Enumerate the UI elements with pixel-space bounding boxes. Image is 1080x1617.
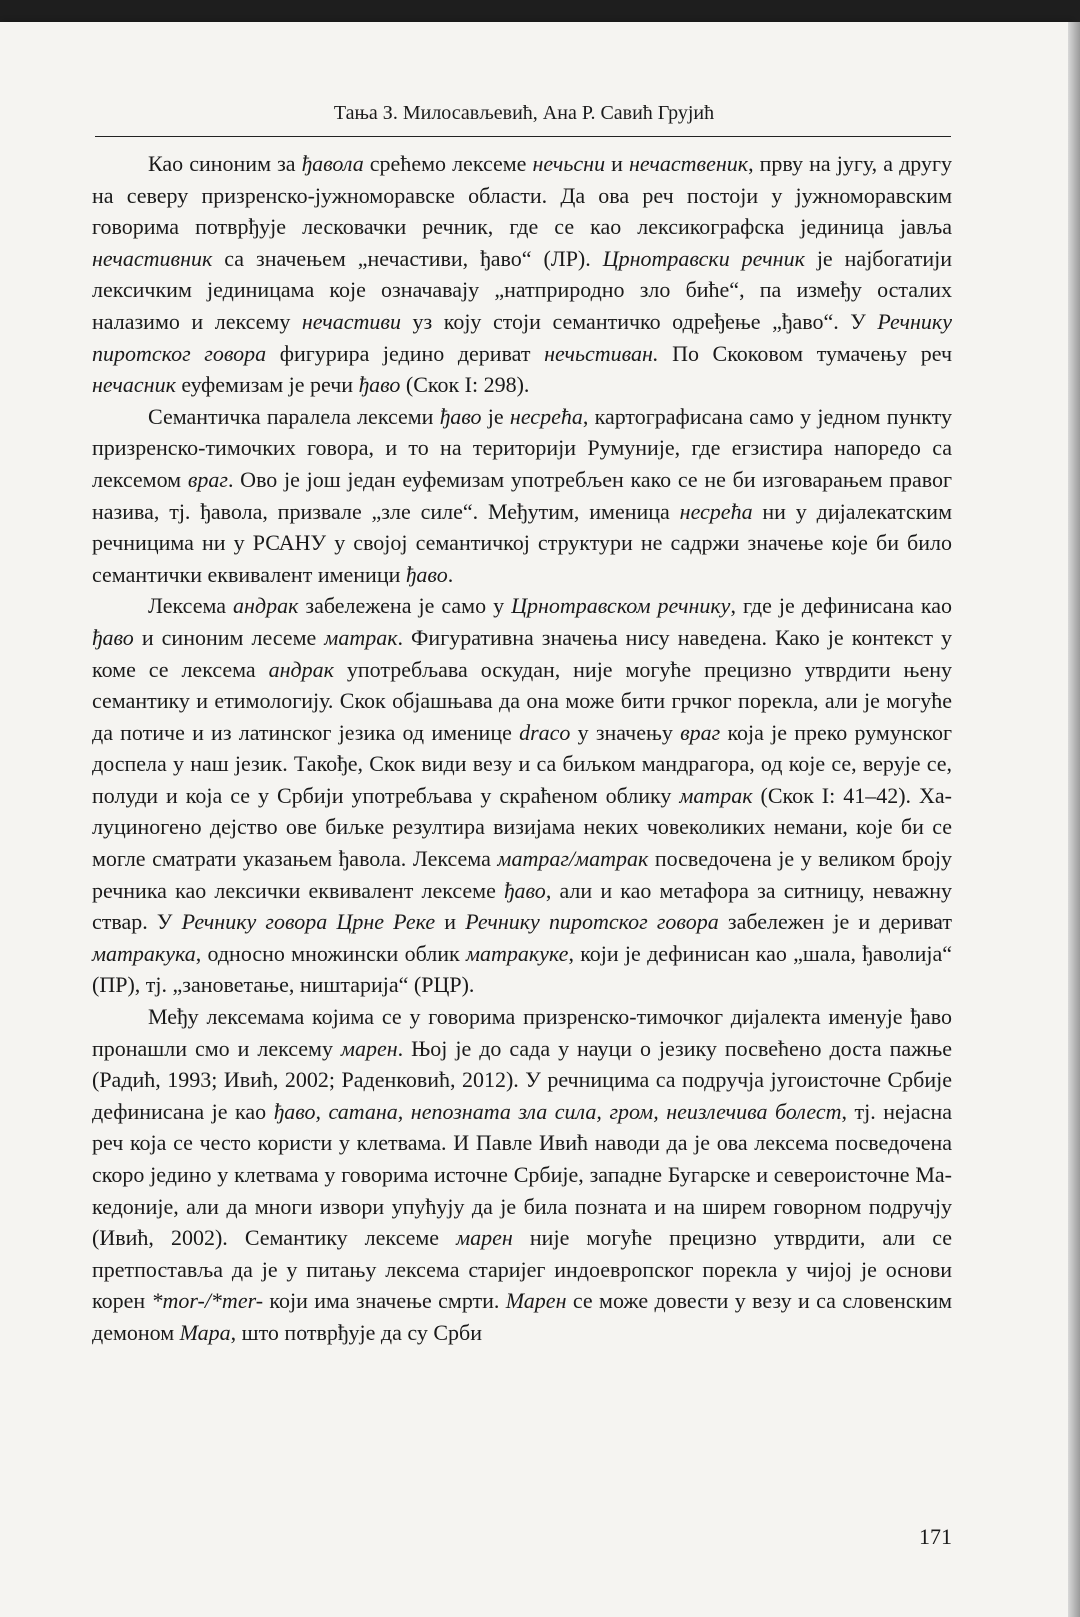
italic-term: несрећа — [509, 403, 583, 429]
text-run: и — [605, 151, 630, 176]
italic-term: Црнотравском речнику — [511, 593, 731, 619]
italic-term: враг — [187, 466, 228, 492]
italic-term: нечастиви — [301, 308, 401, 334]
text-run: са значењем „нечастиви, ђаво“ (ЛР). — [212, 245, 603, 271]
italic-term: нечьстиван. — [544, 340, 659, 366]
text-run: забележена је само у — [298, 593, 512, 619]
paragraph — [92, 401, 952, 591]
italic-term: нечасник — [92, 372, 176, 398]
text-run: , прву на југу, а другу на северу призренско-јужноморавске области. Да ова реч постоји у јужноморавским говорима потврђује лесковачки речник, где се као лексикографска јединица јавља — [92, 151, 952, 240]
text-run: уз коју стоји семантичко одређење „ђаво“. У — [400, 308, 878, 334]
text-run: , где је дефинисана као — [730, 593, 952, 619]
italic-term: марен — [340, 1035, 398, 1061]
scan-top-band — [0, 0, 1080, 22]
text-run: посведочена је у великом броју речника као лексички еквивалент лексеме — [92, 846, 952, 903]
text-run: , али и као метафора за ситницу, неважну ствар. У — [92, 877, 952, 935]
text-run: (Скок I: 298). — [400, 372, 530, 398]
text-run: и синоним лесеме — [133, 624, 325, 650]
italic-term: нечаственик — [629, 151, 749, 176]
italic-term: ђаво — [92, 624, 134, 650]
header-rule — [95, 136, 951, 137]
text-run: фигурира једино дериват — [266, 340, 545, 366]
page-edge — [1068, 22, 1080, 1617]
page-number: 171 — [919, 1524, 952, 1549]
text-run: употребљава оскудан, није могуће прецизно утврдити њену семантику и етимологију. Скок објашњава да она може бити грчког порекла, али је могуће да потиче и из латинског језика од именице — [92, 656, 952, 745]
italic-term: матракуке — [465, 940, 569, 966]
text-run: (Скок I: 41–42). Халуциногено дејство ове биљке резултира визијама неких човеколиких немани, које би се могле сматрати указањем ђавола. Лексема — [92, 782, 952, 872]
text-run: који има значење смрти. — [263, 1288, 506, 1314]
text-run: Као синоним за — [148, 151, 302, 176]
text-run: , односно множински облик — [195, 940, 466, 966]
italic-term: андрак — [268, 656, 334, 682]
text-run: Лексема — [148, 593, 234, 619]
text-run: . — [447, 561, 454, 587]
paragraph — [92, 590, 952, 1001]
running-header: Тања З. Милосављевић, Ана Р. Савић Грујић — [333, 102, 715, 124]
italic-term: матраг/матрак — [497, 846, 649, 872]
body-text — [92, 148, 952, 1349]
italic-term: ђаво — [405, 561, 448, 587]
italic-term: матрак — [679, 782, 753, 808]
text-run: . Фигуративна значења нису наведена. Како је контекст у коме се лексема — [92, 624, 952, 682]
italic-term: андрак — [233, 593, 299, 619]
text-run: . Њој је до сада у науци о језику посвећено доста пажње (Радић, 1993; Ивић, 2002; Раденковић, 2012). У речницима са подручја југоисточне Србије дефинисана је као — [92, 1035, 952, 1124]
paragraph — [92, 1001, 952, 1349]
text-run: ни у дијалекатским речницима ни у РСАНУ у својој семантичкој структури не садржи значење које би било семантички еквивалент именици — [92, 498, 952, 587]
text-run: није могуће прецизно утврдити, али се претпоставља да је у питању лексема старијег индоевропског порекла у чијој је основи корен — [92, 1225, 952, 1314]
italic-term: ђаво — [358, 372, 401, 398]
italic-term: draco — [519, 719, 571, 745]
text-run: Семантичка паралела лексеми — [148, 403, 440, 429]
italic-term: *mor-/*mer- — [151, 1288, 264, 1314]
italic-term: матрак — [324, 624, 398, 650]
text-run: еуфемизам је речи — [175, 372, 359, 398]
text-run: По Скоковом тумачењу реч — [658, 340, 953, 366]
italic-term: ђаво — [504, 877, 546, 903]
italic-term: ђавола — [301, 151, 364, 176]
text-run: забележен је и дериват — [718, 909, 952, 935]
text-run: и — [435, 909, 466, 935]
italic-term: Речнику пиротског говора — [92, 308, 952, 366]
italic-term: враг — [680, 719, 721, 745]
italic-term: несрећа — [679, 498, 753, 524]
italic-term: Мара — [179, 1319, 231, 1345]
text-run: се може довести у везу и са словенским демоном — [92, 1288, 953, 1345]
text-run: је најбогатији лексичким јединицама које означавају „натприродно зло биће“, па између осталих налазимо и лексему — [92, 245, 952, 334]
italic-term: нечастивник — [92, 245, 213, 271]
italic-term: марен — [456, 1225, 513, 1251]
italic-term: ђаво, сатана, непозната зла сила, гром, неизлечива болест — [273, 1098, 842, 1124]
text-run: Међу лексемама којима се у говорима призренско-тимочког дијалекта именује ђаво пронашли смо и лексему — [92, 1004, 952, 1061]
italic-term: ђаво — [439, 403, 482, 429]
paragraph — [92, 148, 952, 401]
text-run: , који је дефинисан као „шала, ђаволија“ (ПР), тј. „зановетање, ништарија“ (РЦР). — [92, 940, 952, 998]
text-run: , картографисана само у једном пункту призренско-тимочких говора, и то на територији Румуније, где егзистира напоредо са лексемом — [92, 403, 952, 492]
text-run: , што потврђује да су Срби — [230, 1319, 482, 1345]
text-run: која је преко румунског доспела у наш језик. Такође, Скок види везу и са биљком мандрагора, од које се, верује се, полуди и која се у Србији употребљава у скраћеном облику — [92, 719, 952, 808]
text-run: . Ово је још један еуфемизам употребљен како се не би изговарањем правог назива, тј. ђавола, призвале „зле силе“. Међутим, именица — [92, 466, 952, 524]
italic-term: Речнику пиротског говора — [465, 909, 719, 935]
text-run: у значењу — [570, 719, 681, 745]
italic-term: Речнику говора Црне Реке — [181, 909, 436, 935]
italic-term: Марен — [505, 1288, 567, 1314]
text-run: , тј. нејасна реч која се често користи у клетвама. И Павле Ивић наводи да је ова лексема посведочена скоро једино у клетвама у говорима источне Србије, западне Бугарске и североисточне Македоније, али да многи извори упућују да је била позната и на ширем говорном подручју (Ивић, 2002). Семантику лексеме — [92, 1098, 952, 1251]
italic-term: Црнотравски речник — [602, 245, 805, 271]
italic-term: матракука — [92, 940, 196, 966]
italic-term: нечьсни — [532, 151, 606, 176]
text-run: срећемо лексеме — [363, 151, 533, 176]
text-run: је — [481, 403, 510, 429]
